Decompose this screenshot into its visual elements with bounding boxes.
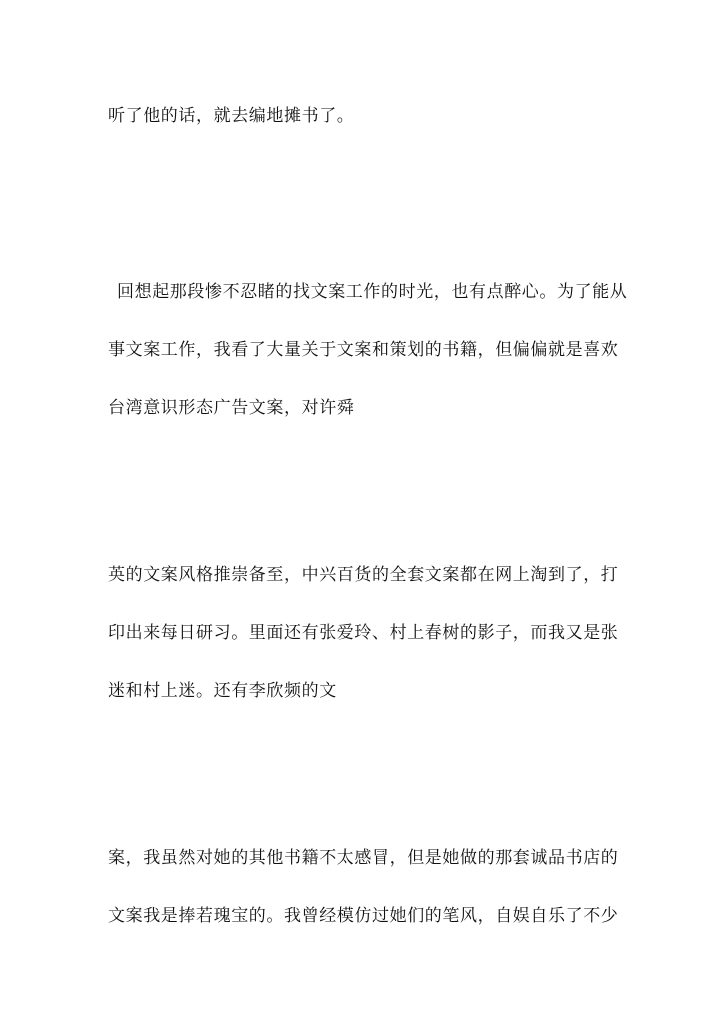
text-line: 英的文案风格推崇备至，中兴百货的全套文案都在网上淘到了，打	[108, 565, 619, 585]
text-line: 台湾意识形态广告文案，对许舜	[108, 398, 355, 418]
text-line: 文案我是捧若瑰宝的。我曾经模仿过她们的笔风，自娱自乐了不少	[108, 906, 619, 926]
text-line: 印出来每日研习。里面还有张爱玲、村上春树的影子，而我又是张	[108, 623, 619, 643]
text-line: 听了他的话，就去编地摊书了。	[108, 106, 355, 126]
text-line: 回想起那段惨不忍睹的找文案工作的时光，也有点醉心。为了能从	[117, 282, 628, 302]
text-line: 案，我虽然对她的其他书籍不太感冒，但是她做的那套诚品书店的	[108, 848, 619, 868]
text-line: 事文案工作，我看了大量关于文案和策划的书籍，但偏偏就是喜欢	[108, 340, 619, 360]
text-line: 迷和村上迷。还有李欣频的文	[108, 681, 337, 701]
